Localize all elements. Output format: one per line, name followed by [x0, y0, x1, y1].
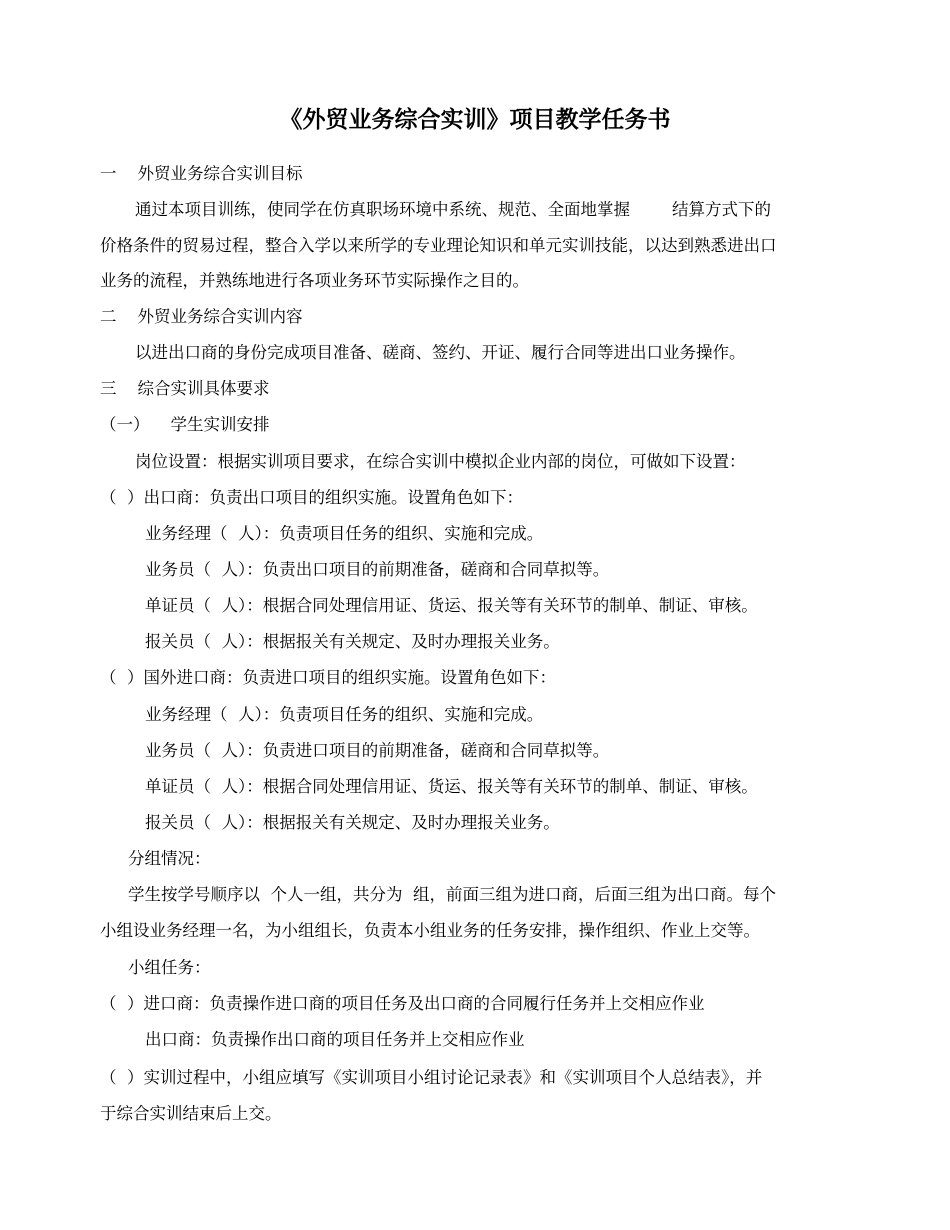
document-title: 《外贸业务综合实训》项目教学任务书 — [279, 106, 671, 133]
paragraph-label: 小组任务： — [128, 958, 211, 977]
list-item: （ ）国外进口商：负责进口项目的组织实施。设置角色如下： — [100, 668, 556, 687]
paragraph-line: 以进出口商的身份完成项目准备、磋商、签约、开证、履行合同等进出口业务操作。 — [135, 343, 746, 362]
role-line: 业务员（ 人）：负责进口项目的前期准备，磋商和合同草拟等。 — [145, 741, 610, 760]
list-item: （ ）实训过程中，小组应填写《实训项目小组讨论记录表》和《实训项目个人总结表》，并 — [100, 1068, 763, 1087]
subsection-heading: （一） 学生实训安排 — [100, 415, 270, 434]
paragraph-label: 分组情况： — [128, 849, 211, 868]
paragraph-line: 岗位设置：根据实训项目要求，在综合实训中模拟企业内部的岗位，可做如下设置： — [135, 452, 746, 471]
role-line: 报关员（ 人）：根据报关有关规定、及时办理报关业务。 — [145, 632, 560, 651]
paragraph-line: 于综合实训结束后上交。 — [100, 1104, 282, 1123]
role-line: 单证员（ 人）：根据合同处理信用证、货运、报关等有关环节的制单、制证、审核。 — [145, 777, 758, 796]
role-line: 业务员（ 人）：负责出口项目的前期准备，磋商和合同草拟等。 — [145, 560, 610, 579]
list-item: （ ）出口商：负责出口项目的组织实施。设置角色如下： — [100, 488, 523, 507]
role-line: 报关员（ 人）：根据报关有关规定、及时办理报关业务。 — [145, 813, 560, 832]
role-line: 业务经理（ 人）：负责项目任务的组织、实施和完成。 — [145, 524, 544, 543]
list-item: （ ）进口商：负责操作进口商的项目任务及出口商的合同履行任务并上交相应作业 — [100, 994, 705, 1013]
paragraph-line: 通过本项目训练，使同学在仿真职场环境中系统、规范、全面地掌握 结算方式下的 — [135, 200, 771, 219]
section-heading-2: 二 外贸业务综合实训内容 — [100, 307, 303, 326]
paragraph-line: 价格条件的贸易过程，整合入学以来所学的专业理论知识和单元实训技能，以达到熟悉进出口 — [100, 236, 777, 255]
role-line: 业务经理（ 人）：负责项目任务的组织、实施和完成。 — [145, 705, 544, 724]
paragraph-line: 出口商：负责操作出口商的项目任务并上交相应作业 — [145, 1030, 525, 1049]
section-heading-3: 三 综合实训具体要求 — [100, 379, 270, 398]
paragraph-line: 业务的流程，并熟练地进行各项业务环节实际操作之目的。 — [100, 271, 529, 290]
section-heading-1: 一 外贸业务综合实训目标 — [100, 164, 303, 183]
paragraph-line: 学生按学号顺序以 个人一组，共分为 组，前面三组为进口商，后面三组为出口商。每个 — [128, 885, 776, 904]
role-line: 单证员（ 人）：根据合同处理信用证、货运、报关等有关环节的制单、制证、审核。 — [145, 596, 758, 615]
paragraph-line: 小组设业务经理一名，为小组组长，负责本小组业务的任务安排，操作组织、作业上交等。 — [100, 921, 760, 940]
